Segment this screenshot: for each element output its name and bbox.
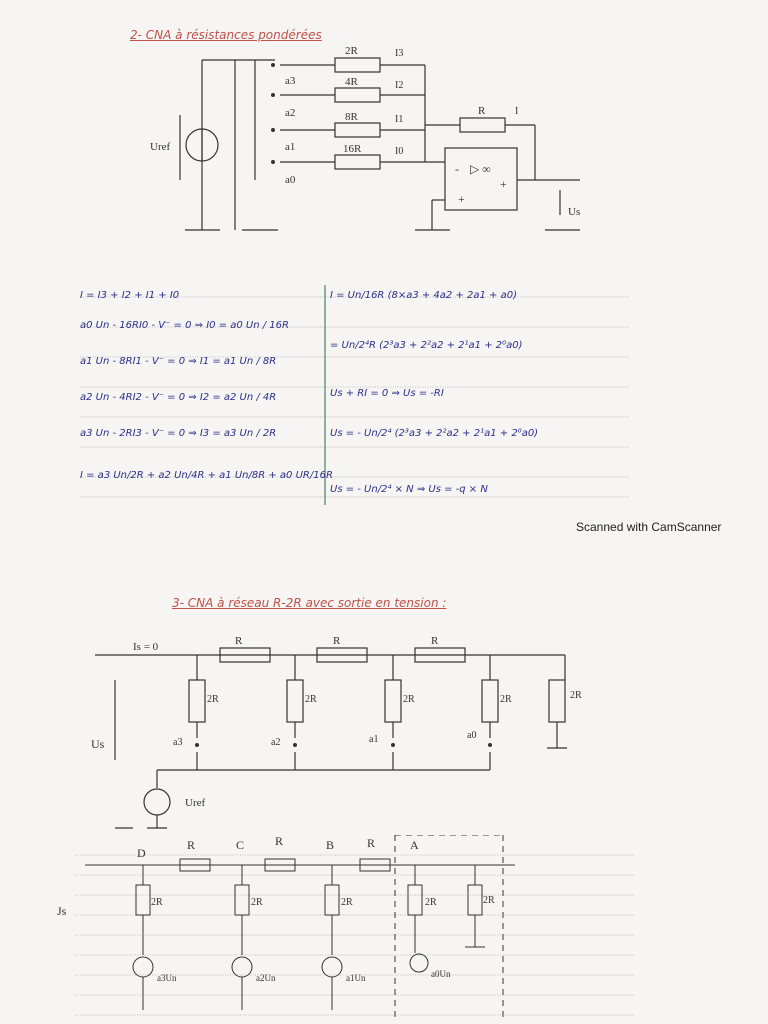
equation-right-3: Us = - Un/2⁴ (2³a3 + 2²a2 + 2¹a1 + 2⁰a0) [330, 428, 539, 439]
current-i3-label: I3 [395, 48, 404, 59]
node-a-label: A [410, 838, 419, 852]
r2r-switch-a3: a3 [173, 737, 183, 748]
equation-right-4: Us = - Un/2⁴ × N ⇒ Us = -q × N [330, 484, 488, 495]
notes-source-a2un: a2Un [256, 973, 276, 983]
us-label: Us [568, 206, 581, 218]
notes-shunt-2r-2: 2R [251, 897, 263, 908]
current-i1-label: I1 [395, 114, 404, 125]
equation-left-1: a0 Un - 16RI0 - V⁻ = 0 ⇒ I0 = a0 Un / 16R [80, 320, 289, 331]
equation-left-2: a1 Un - 8RI1 - V⁻ = 0 ⇒ I1 = a1 Un / 8R [80, 356, 277, 367]
equation-left-0: I = I3 + I2 + I1 + I0 [80, 290, 180, 301]
section-3-title: 3- CNA à réseau R-2R avec sortie en tension : [172, 596, 447, 610]
weighted-resistor-dac-schematic [140, 40, 600, 240]
r2r-shunt-2r-3: 2R [403, 694, 415, 705]
node-c-label: C [236, 838, 245, 852]
notes-series-r-1: R [187, 838, 196, 852]
notes-shunt-2r-5: 2R [483, 895, 495, 906]
r2r-shunt-2r-1: 2R [207, 694, 219, 705]
notes-shunt-2r-1: 2R [151, 897, 163, 908]
r2r-us-label: Us [91, 737, 105, 751]
opamp-plus-input-sign: + [458, 192, 465, 206]
resistor-2r-label: 2R [345, 45, 358, 57]
switch-a0-label: a0 [285, 174, 296, 186]
section-2-title: 2- CNA à résistances pondérées [130, 28, 322, 42]
opamp-symbol: ▷ ∞ [470, 162, 491, 176]
switch-a1-label: a1 [285, 141, 296, 153]
equation-left-5: I = a3 Un/2R + a2 Un/4R + a1 Un/8R + a0 UR/16R [80, 470, 333, 481]
current-i2-label: I2 [395, 80, 404, 91]
js-label: Js [57, 904, 67, 918]
equation-right-2: Us + RI = 0 ⇒ Us = -RI [330, 388, 444, 399]
uref-label: Uref [150, 141, 171, 153]
handwritten-ladder-notes [55, 835, 655, 1020]
resistor-8r-label: 8R [345, 111, 358, 123]
opamp-minus-sign: - [455, 162, 459, 176]
feedback-current-label: I [515, 106, 519, 117]
notes-shunt-2r-3: 2R [341, 897, 353, 908]
resistor-16r-label: 16R [343, 143, 362, 155]
r2r-shunt-2r-2: 2R [305, 694, 317, 705]
r2r-series-r-1: R [235, 635, 243, 647]
node-d-label: D [137, 846, 146, 860]
r2r-shunt-2r-4: 2R [500, 694, 512, 705]
scanner-watermark: Scanned with CamScanner [576, 520, 722, 534]
switch-a2-label: a2 [285, 107, 296, 119]
r2r-series-r-2: R [333, 635, 341, 647]
r2r-series-r-3: R [431, 635, 439, 647]
equation-right-0: I = Un/16R (8×a3 + 4a2 + 2a1 + a0) [330, 290, 518, 301]
current-i0-label: I0 [395, 146, 404, 157]
notes-series-r-3: R [367, 836, 376, 850]
notes-series-r-2: R [275, 835, 284, 848]
notes-source-a3un: a3Un [157, 973, 177, 983]
feedback-resistor-label: R [478, 105, 486, 117]
resistor-4r-label: 4R [345, 76, 358, 88]
node-b-label: B [326, 838, 335, 852]
equation-left-4: a3 Un - 2RI3 - V⁻ = 0 ⇒ I3 = a3 Un / 2R [80, 428, 277, 439]
r2r-shunt-2r-5: 2R [570, 690, 582, 701]
notes-source-a1un: a1Un [346, 973, 366, 983]
r2r-ladder-schematic [85, 630, 625, 830]
switch-a3-label: a3 [285, 75, 296, 87]
r2r-switch-a2: a2 [271, 737, 281, 748]
opamp-plus-output-sign: + [500, 177, 507, 191]
r2r-switch-a1: a1 [369, 734, 379, 745]
equation-right-1: = Un/2⁴R (2³a3 + 2²a2 + 2¹a1 + 2⁰a0) [330, 340, 523, 351]
r2r-switch-a0: a0 [467, 730, 477, 741]
notes-shunt-2r-4: 2R [425, 897, 437, 908]
is-zero-label: Is = 0 [133, 641, 159, 653]
equation-left-3: a2 Un - 4RI2 - V⁻ = 0 ⇒ I2 = a2 Un / 4R [80, 392, 277, 403]
notes-source-a0un: a0Un [431, 969, 451, 979]
r2r-uref-label: Uref [185, 797, 206, 809]
